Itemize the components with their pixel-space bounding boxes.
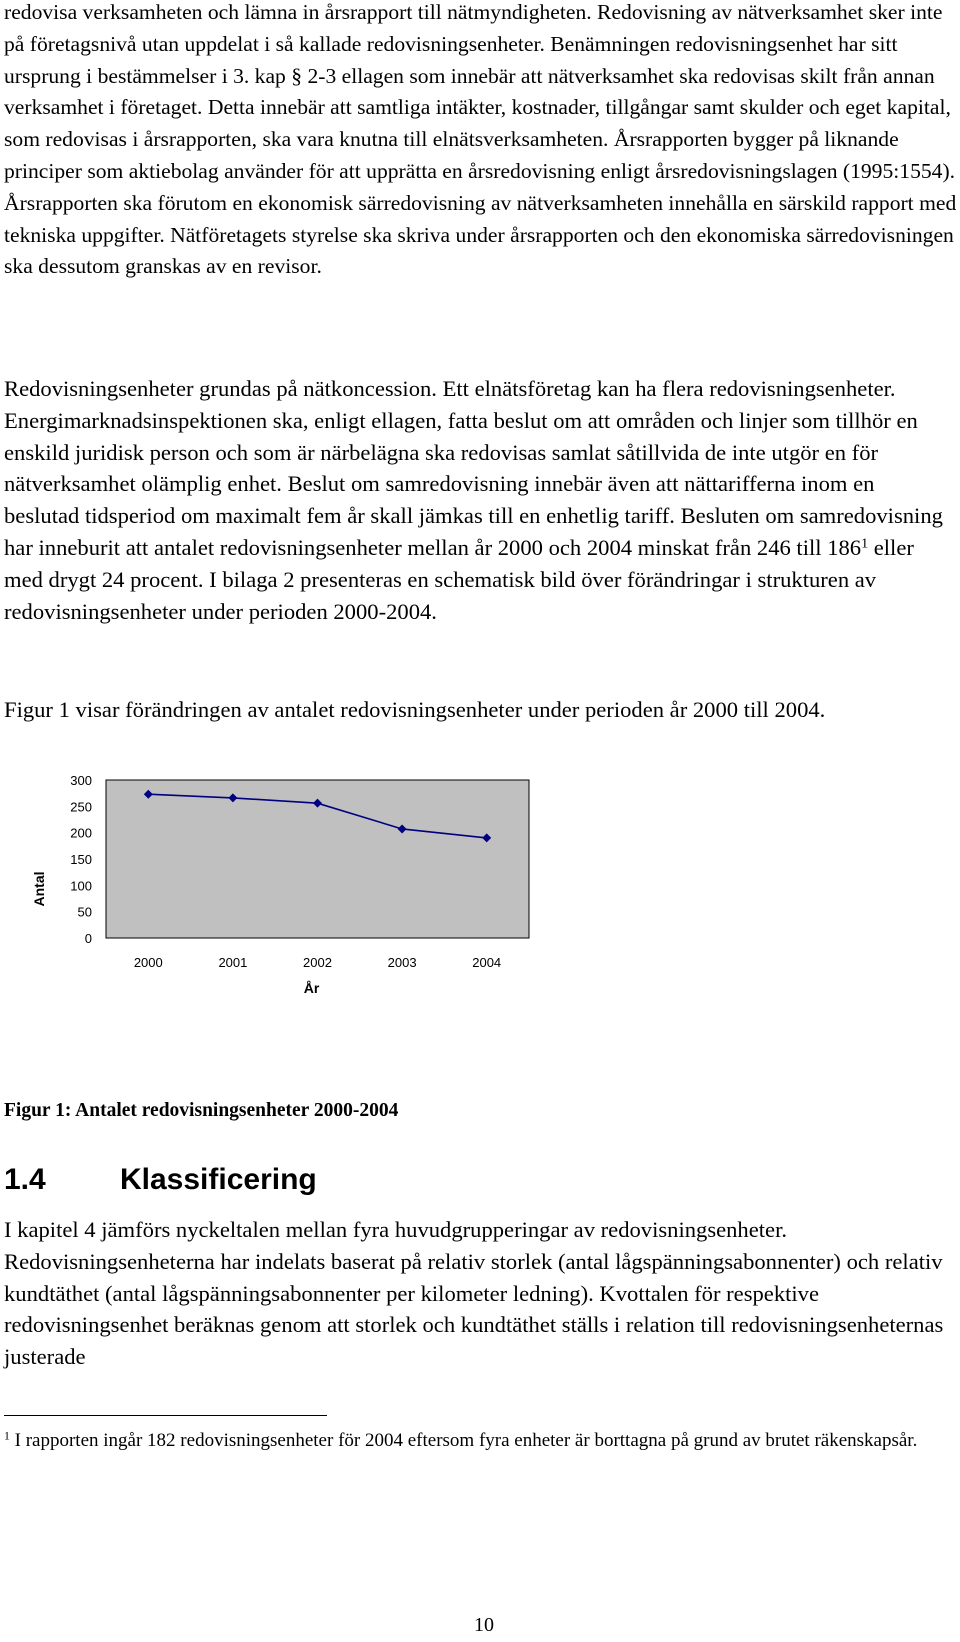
- footnote-marker: 1: [4, 1429, 10, 1443]
- footnote: [4, 1427, 954, 1454]
- x-tick-label: 2002: [303, 955, 332, 970]
- page-number: 10: [474, 1614, 494, 1636]
- figure-caption: Figur 1: Antalet redovisningsenheter 2000-2004: [4, 1100, 399, 1121]
- section-heading: [4, 1163, 317, 1197]
- x-tick-label: 2001: [218, 955, 248, 970]
- y-tick-label: 50: [77, 904, 92, 920]
- paragraph-reporting-units: redovisa verksamheten och lämna in årsrapport till nätmyndigheten. Redovisning av nätverksamhet sker inte på företagsnivå utan uppdelat i så kallade redovisningsenheter. Benämningen redovisningsenhet har sitt ursprung i bestämmelser i 3. kap § 2-3 ellagen som innebär att nätverksamhet ska redovisas skilt från annan verksamhet i företaget. Detta innebär att samtliga intäkter, kostnader, tillgångar samt skulder och eget kapital, som redovisas i årsrapporten, ska vara knutna till elnätsverksamheten. Årsrapporten bygger på liknande principer som aktiebolag använder för att upprätta en årsredovisning enligt årsredovisningslagen (1995:1554). Årsrapporten ska förutom en ekonomisk särredovisning av nätverksamheten innehålla en särskild rapport med tekniska uppgifter. Nätföretagets styrelse ska skriva under årsrapporten och den ekonomiska särredovisningen ska dessutom granskas av en revisor.: [4, 0, 957, 279]
- paragraph-figure-intro: Figur 1 visar förändringen av antalet redovisningsenheter under perioden år 2000 till 2004.: [4, 697, 826, 722]
- footnote-text: I rapporten ingår 182 redovisningsenheter för 2004 eftersom fyra enheter är borttagna på grund av brutet räkenskapsår.: [9, 1430, 918, 1451]
- y-tick-label: 200: [70, 825, 92, 841]
- section-title: Klassificering: [120, 1163, 317, 1196]
- footnote-divider: [4, 1415, 327, 1416]
- y-tick-label: 150: [70, 852, 92, 867]
- section-number: 1.4: [4, 1163, 46, 1196]
- x-tick-label: 2004: [472, 955, 502, 970]
- paragraph-concessions: [4, 373, 954, 627]
- y-tick-label: 0: [84, 931, 92, 946]
- x-axis-label: År: [303, 980, 320, 996]
- x-tick-label: 2000: [133, 955, 163, 970]
- x-tick-label: 2003: [387, 955, 417, 970]
- y-tick-label: 300: [70, 773, 92, 788]
- paragraph-concessions-text: Redovisningsenheter grundas på nätkoncession. Ett elnätsföretag kan ha flera redovisningsenheter. Energimarknadsinspektionen ska, enligt ellagen, fatta beslut om att områden och linjer som tillhör en enskild juridisk person och som är närbelägna ska redovisas samlat såtillvida de inte utgör en för nätverksamhet olämplig enhet. Beslut om samredovisning innebär även att nättarifferna inom en beslutad tidsperiod om maximalt fem år skall jämkas till en enhetlig tariff. Besluten om samredovisning har inneburit att antalet redovisningsenheter mellan år 2000 och 2004 minskat från 246 till 186: [4, 376, 943, 560]
- y-axis-label: Antal: [31, 871, 47, 907]
- y-tick-label: 250: [70, 799, 92, 815]
- line-chart: [4, 772, 564, 1052]
- paragraph-concessions-text-cont: eller med drygt 24 procent. I bilaga 2 presenteras en schematisk bild över förändringar i strukturen av redovisningsenheter under perioden 2000-2004.: [4, 534, 914, 624]
- footnote-reference: 1: [861, 536, 869, 552]
- y-tick-label: 100: [70, 878, 92, 894]
- paragraph-classification: I kapitel 4 jämförs nyckeltalen mellan fyra huvudgrupperingar av redovisningsenheter. Redovisningsenheterna har indelats baserat på relativ storlek (antal lågspänningsabonnenter) och relativ kundtäthet (antal lågspänningsabonnenter per kilometer ledning). Kvottalen för respektive redovisningsenhet beräknas genom att storlek och kundtäthet ställs i relation till redovisningsenheternas justerade: [4, 1217, 944, 1370]
